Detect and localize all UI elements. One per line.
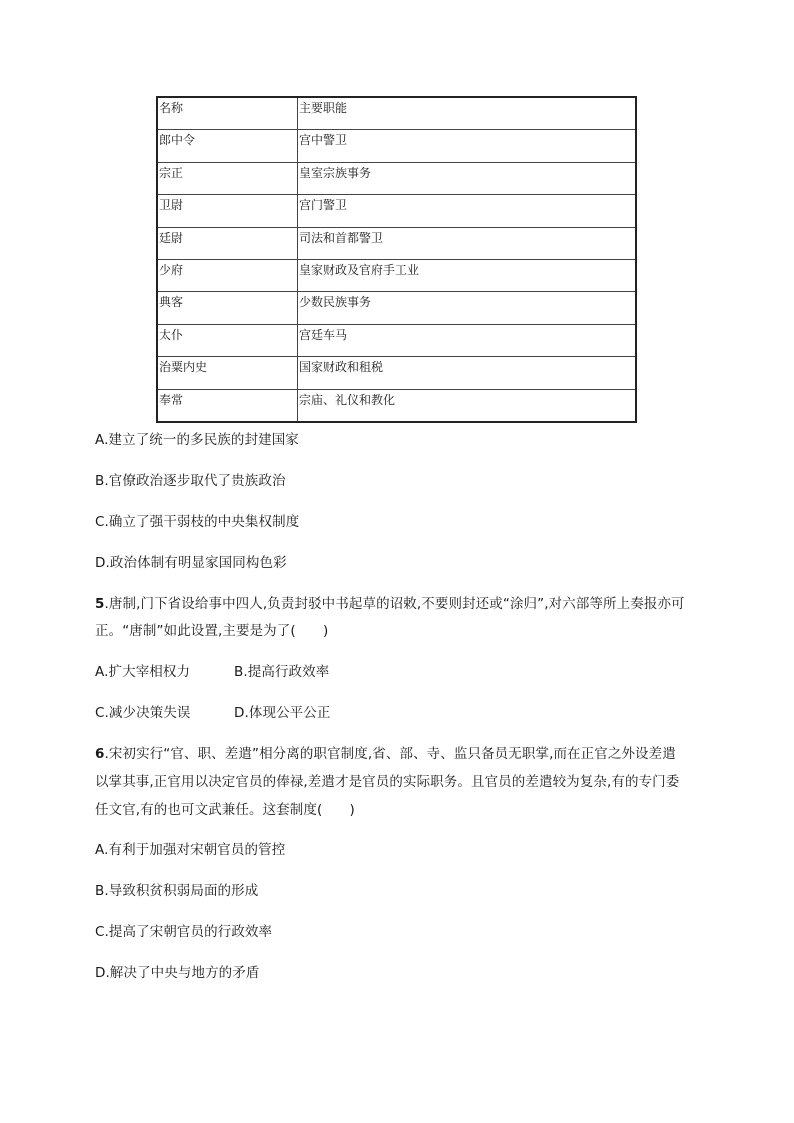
officials-table — [156, 96, 637, 423]
q6-stem-line3: 任文官,有的也可文武兼任。这套制度( ) — [95, 802, 355, 818]
table-cell: 治粟内史 — [157, 357, 298, 389]
question-number: 5 — [95, 596, 105, 612]
table-row — [157, 162, 636, 194]
q4-option-b: B.官僚政治逐步取代了贵族政治 — [95, 473, 286, 489]
q6-option-a: A.有利于加强对宋朝官员的管控 — [95, 842, 286, 858]
table-cell: 宫廷车马 — [298, 324, 637, 356]
q4-option-d: D.政治体制有明显家国同构色彩 — [95, 555, 287, 571]
q5-stem-line2: 正。“唐制”如此设置,主要是为了( ) — [95, 623, 329, 639]
table-row — [157, 324, 636, 356]
table-row — [157, 357, 636, 389]
table-row — [157, 227, 636, 259]
table-cell: 宗正 — [157, 162, 298, 194]
table-cell: 司法和首都警卫 — [298, 227, 637, 259]
q5-option-a: A.扩大宰相权力 — [95, 664, 191, 680]
question-number: 6 — [95, 746, 105, 762]
table-row — [157, 259, 636, 291]
table-header-cell: 主要职能 — [298, 97, 637, 130]
table-cell: 皇家财政及官府手工业 — [298, 259, 637, 291]
table-cell: 卫尉 — [157, 195, 298, 227]
q4-option-a: A.建立了统一的多民族的封建国家 — [95, 432, 299, 448]
table-cell: 廷尉 — [157, 227, 298, 259]
table-cell: 少府 — [157, 259, 298, 291]
q5-options-row2 — [95, 703, 331, 723]
q6-stem-line2: 以掌其事,正官用以决定官员的俸禄,差遣才是官员的实际职务。且官员的差遣较为复杂,有的专门委 — [95, 774, 680, 790]
table-cell: 宫中警卫 — [298, 130, 637, 162]
table-cell: 少数民族事务 — [298, 292, 637, 324]
q6-option-c: C.提高了宋朝官员的行政效率 — [95, 924, 273, 940]
q5-option-b: B.提高行政效率 — [234, 664, 330, 680]
q5-option-d: D.体现公平公正 — [234, 705, 331, 721]
table-row — [157, 389, 636, 422]
table-header-row — [157, 97, 636, 130]
q5-stem-line1: 5.唐制,门下省设给事中四人,负责封驳中书起草的诏敕,不要则封还或“涂归”,对六部等所上奏报亦可 — [95, 596, 685, 612]
table-cell: 宫门警卫 — [298, 195, 637, 227]
q4-option-c: C.确立了强干弱枝的中央集权制度 — [95, 514, 300, 530]
table-cell: 国家财政和租税 — [298, 357, 637, 389]
q6-option-b: B.导致积贫积弱局面的形成 — [95, 883, 259, 899]
table-cell: 太仆 — [157, 324, 298, 356]
table-row — [157, 130, 636, 162]
table-row — [157, 292, 636, 324]
table-header-cell: 名称 — [157, 97, 298, 130]
q6-option-d: D.解决了中央与地方的矛盾 — [95, 965, 260, 981]
q6-stem-line1: 6.宋初实行“官、职、差遣”相分离的职官制度,省、部、寺、监只备员无职掌,而在正官之外设差遣 — [95, 746, 676, 762]
table-cell: 郎中令 — [157, 130, 298, 162]
table-row — [157, 195, 636, 227]
table-cell: 宗庙、礼仪和教化 — [298, 389, 637, 422]
table-cell: 皇室宗族事务 — [298, 162, 637, 194]
table-cell: 奉常 — [157, 389, 298, 422]
q5-options-row1 — [95, 662, 330, 682]
table-cell: 典客 — [157, 292, 298, 324]
q5-option-c: C.减少决策失误 — [95, 705, 191, 721]
